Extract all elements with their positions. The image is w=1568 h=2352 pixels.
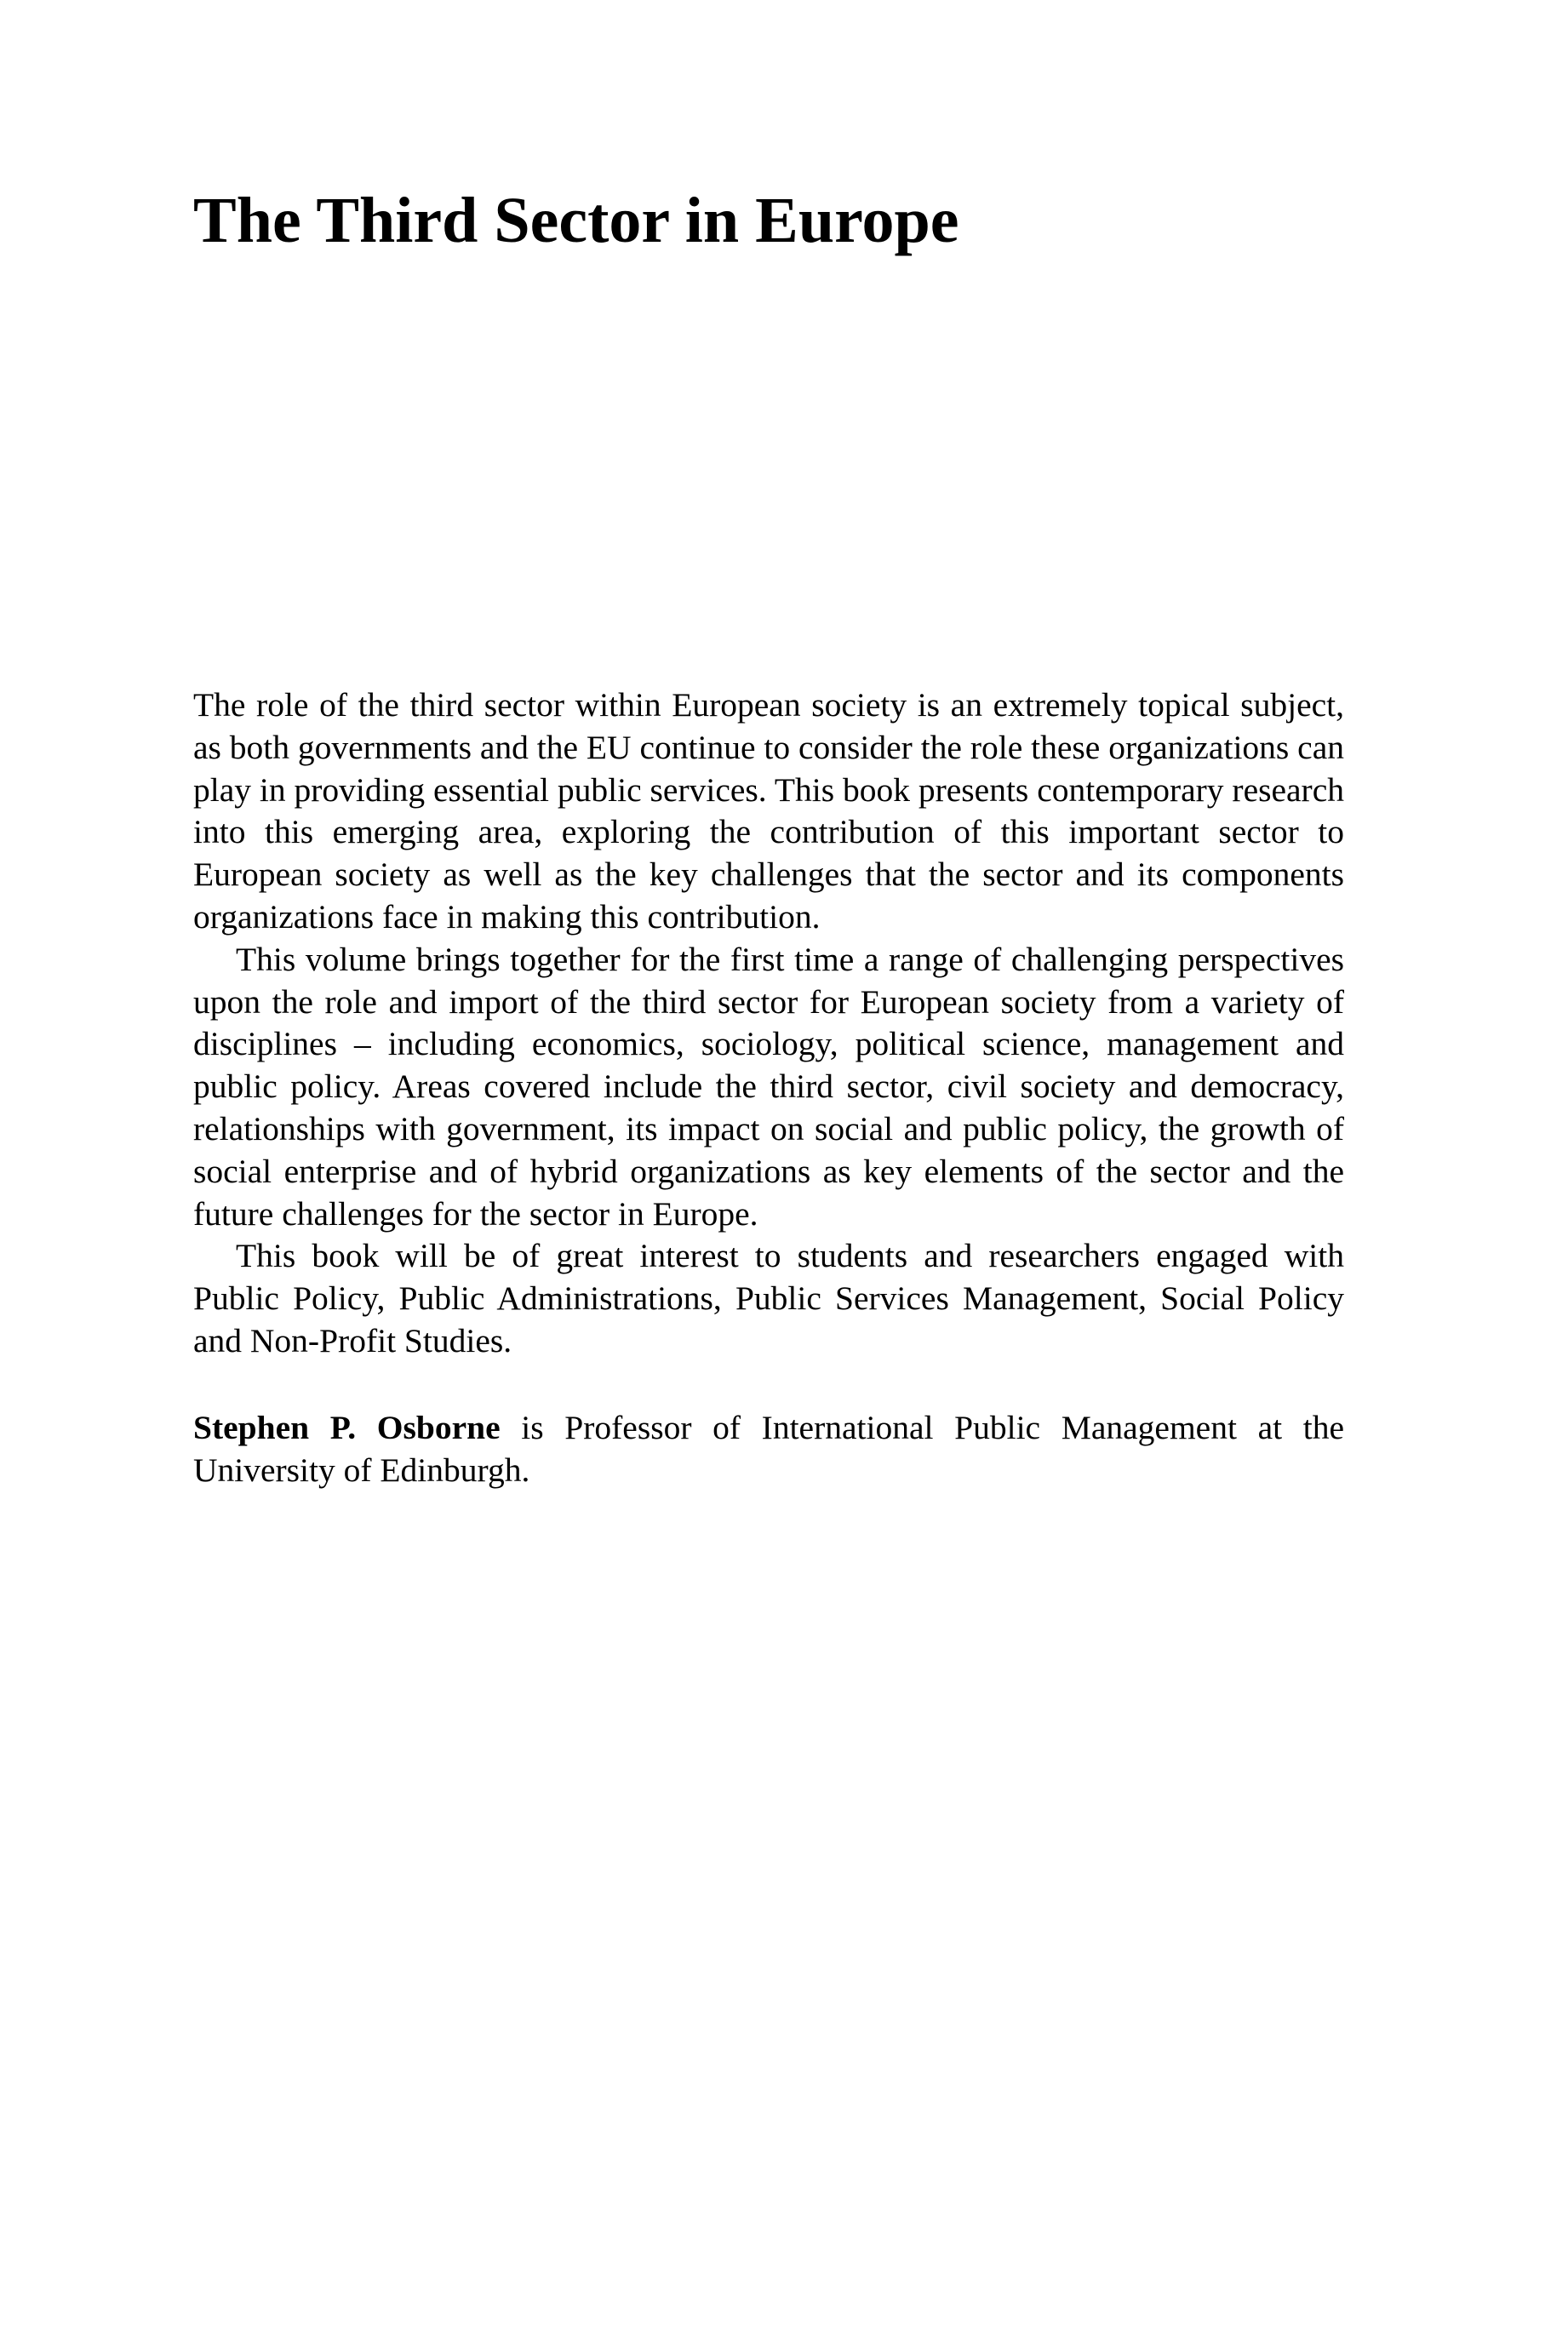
- blurb-paragraph-1: The role of the third sector within European society is an extremely topical subject, as both governments and the EU continue to consider the role these organizations can play in providing essential public services. This book presents contemporary research into this emerging area, exploring the contribution of this important sector to European society as well as the key challenges that the sector and its components organizations face in making this contribution.: [193, 686, 1344, 936]
- blurb-paragraph-3: This book will be of great interest to students and researchers engaged with Public Policy, Public Administrations, Public Services Management, Social Policy and Non-Profit Studies.: [193, 1237, 1344, 1359]
- blurb-paragraph-2: This volume brings together for the first time a range of challenging perspectives upon the role and import of the third sector for European society from a variety of disciplines – including economics, sociology, political science, management and public policy. Areas covered include the third sector, civil society and democracy, relationships with government, its impact on social and public policy, the growth of social enterprise and of hybrid organizations as key elements of the sector and the future challenges for the sector in Europe.: [193, 940, 1344, 1233]
- author-name: Stephen P. Osborne: [193, 1408, 501, 1446]
- author-bio: [193, 1407, 1344, 1492]
- book-title: The Third Sector in Europe: [193, 185, 959, 256]
- blurb-body: [193, 684, 1344, 1491]
- author-bio-text: is Professor of International Public Management at the University of Edinburgh.: [193, 1408, 1344, 1489]
